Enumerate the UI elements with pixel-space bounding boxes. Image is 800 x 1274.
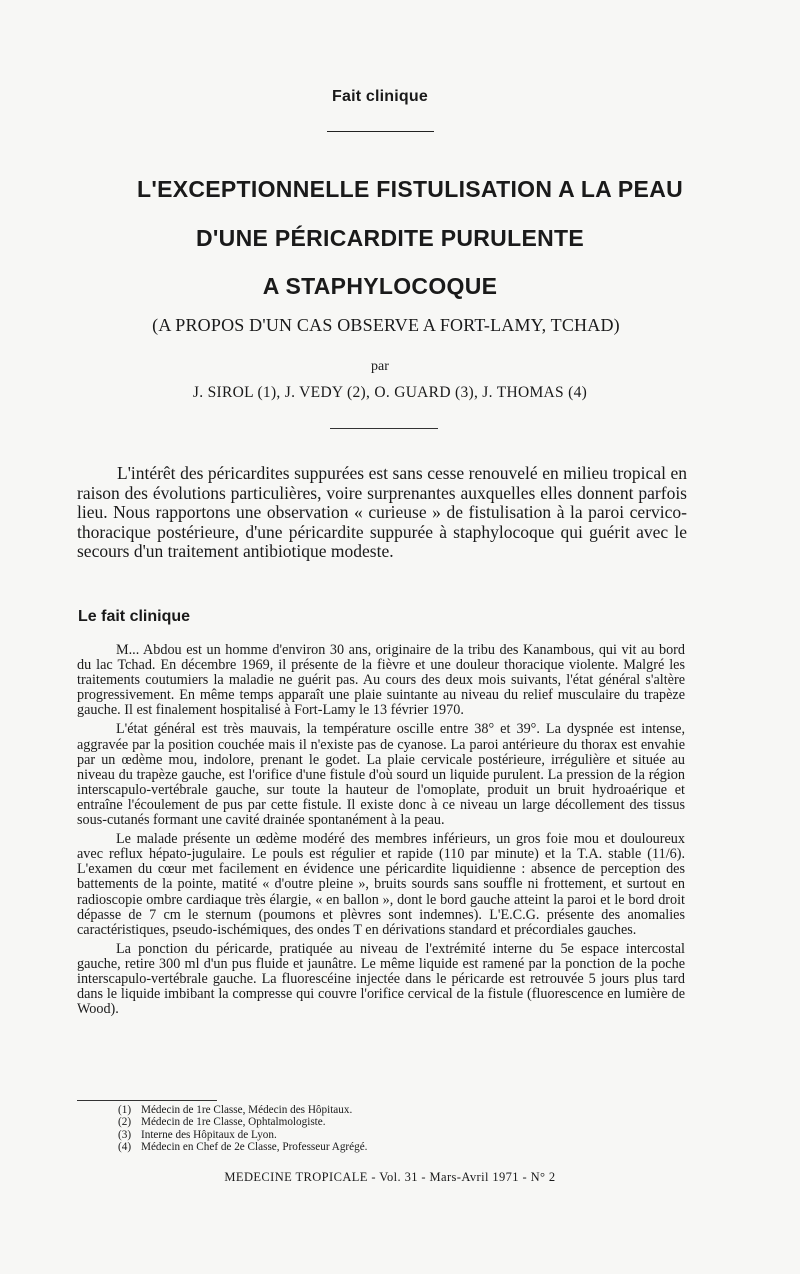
footnote-number: (2): [118, 1116, 132, 1129]
journal-footer: MEDECINE TROPICALE - Vol. 31 - Mars-Avril 1971 - N° 2: [224, 1170, 556, 1184]
footnote: [118, 1116, 367, 1128]
footnote: [118, 1104, 367, 1116]
section-heading: Le fait clinique: [78, 608, 191, 625]
byline-par: par: [371, 359, 389, 374]
footnote: [118, 1141, 367, 1153]
abstract-text: L'intérêt des péricardites suppurées est sans cesse renouvelé en milieu tropical en raison des évolutions particulières, voire surprenantes auxquelles elles donnent parfois lieu. Nous rapportons une observation « curieuse » de fistulisation à la paroi cervico-thoracique postérieure, d'une péricardite suppurée à staphylocoque qui guérit avec le secours d'un traitement antibiotique modeste.: [77, 463, 687, 561]
body-text: [77, 643, 685, 1021]
footnote-text: Médecin de 1re Classe, Ophtalmologiste.: [141, 1116, 326, 1129]
divider-top: [327, 131, 434, 132]
paragraph: L'état général est très mauvais, la température oscille entre 38° et 39°. La dyspnée est intense, aggravée par la position couchée mais il n'existe pas de cyanose. La paroi antérieure du thorax est envahie par un œdème mou, indolore, prenant le godet. La plaie cervicale postérieure, irrégulière et située au niveau du trapèze gauche, est l'orifice d'une fistule d'où sourd un liquide purulent. La pression de la région interscapulo-vertébrale gauche, sur toute la hauteur de l'omoplate, produit un bruit hydroaérique et entraîne l'écoulement de pus par cette fistule. Il existe donc à ce niveau un large décollement des tissus sous-cutanés formant une cavité drainée spontanément à la peau.: [77, 721, 685, 829]
footnote-divider: [77, 1100, 217, 1101]
article-title-line-3: A STAPHYLOCOQUE: [262, 273, 498, 299]
footnote-text: Médecin en Chef de 2e Classe, Professeur Agrégé.: [141, 1141, 368, 1154]
footnote-number: (4): [118, 1141, 132, 1154]
paragraph: M... Abdou est un homme d'environ 30 ans, originaire de la tribu des Kanambous, qui vit au bord du lac Tchad. En décembre 1969, il présente de la fièvre et une douleur thoracique violente. Malgré les traitements coutumiers la maladie ne guérit pas. Au cours des deux mois suivants, l'état général s'altère progressivement. En même temps apparaît une plaie suintante au niveau du relief musculaire du trapèze gauche. Il est finalement hospitalisé à Fort-Lamy le 13 février 1970.: [77, 642, 685, 719]
article-title-line-1: L'EXCEPTIONNELLE FISTULISATION A LA PEAU: [136, 176, 684, 202]
footnote-number: (1): [118, 1104, 132, 1116]
paragraph: La ponction du péricarde, pratiquée au niveau de l'extrémité interne du 5e espace intercostal gauche, retire 300 ml d'un pus fluide et jaunâtre. Le même liquide est ramené par la ponction de la poche interscapulo-vertébrale gauche. La fluorescéine injectée dans le péricarde est retrouvée 5 jours plus tard dans le liquide imbibant la compresse qui couvre l'orifice cervical de la fistule (fluorescence en lumière de Wood).: [77, 940, 685, 1018]
abstract: [77, 464, 687, 562]
footnote-text: Interne des Hôpitaux de Lyon.: [141, 1128, 277, 1141]
section-label: Fait clinique: [332, 88, 428, 105]
footnote: [118, 1129, 367, 1141]
footnote-number: (3): [118, 1128, 132, 1141]
article-subtitle: (A PROPOS D'UN CAS OBSERVE A FORT-LAMY, TCHAD): [152, 315, 620, 335]
paragraph: Le malade présente un œdème modéré des membres inférieurs, un gros foie mou et douloureux avec reflux hépato-jugulaire. Le pouls est régulier et rapide (110 par minute) et la T.A. stable (11/6). L'examen du cœur met facilement en évidence une péricardite liquidienne : absence de perception des battements de la pointe, matité « d'outre pleine », bruits sourds sans souffle ni frottement, et surtout en radioscopie ombre cardiaque très élargie, « en ballon », dont le bord gauche atteint la paroi et le bord droit dépasse de 7 cm le sternum (poumons et plèvres sont indemnes). L'E.C.G. présente des anomalies caractéristiques, pseudo-ischémiques, des ondes T en dérivations standard et précordiales gauches.: [77, 831, 685, 938]
authors: J. SIROL (1), J. VEDY (2), O. GUARD (3), J. THOMAS (4): [192, 384, 588, 401]
footnote-text: Médecin de 1re Classe, Médecin des Hôpitaux.: [141, 1104, 353, 1116]
footnotes: [118, 1104, 367, 1154]
divider-authors: [330, 428, 438, 429]
article-title-line-2: D'UNE PÉRICARDITE PURULENTE: [196, 225, 584, 251]
